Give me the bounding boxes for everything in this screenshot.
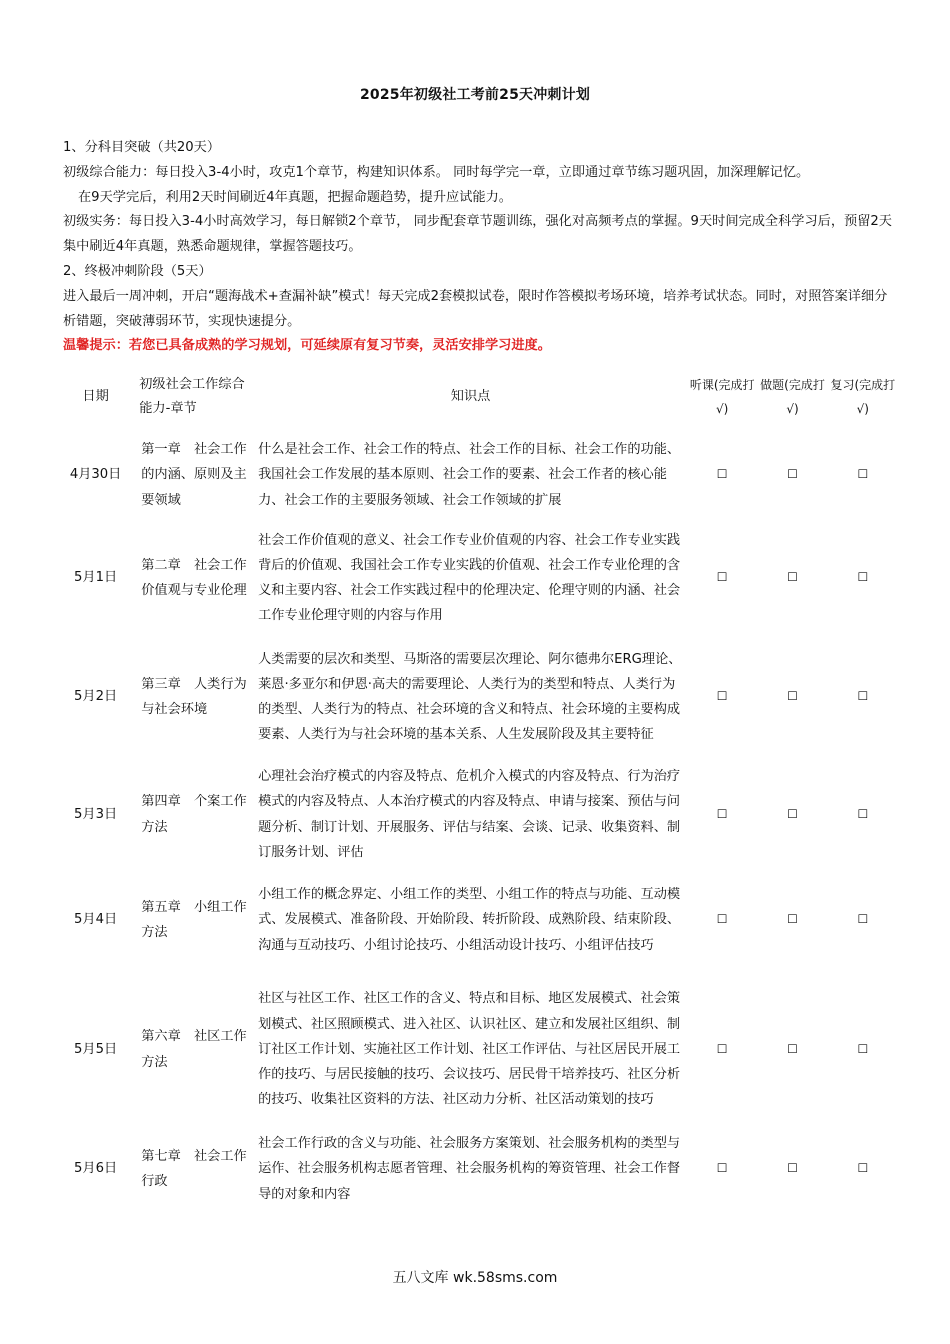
practice-checkbox[interactable]: ☐ bbox=[787, 912, 798, 927]
row-knowledge: 小组工作的概念界定、小组工作的类型、小组工作的特点与功能、互动模式、发展模式、准备阶段、开始阶段、转折阶段、成熟阶段、结束阶段、沟通与互动技巧、小组讨论技巧、小组活动设计技巧、小组评估技巧 bbox=[258, 887, 681, 953]
review-checkbox[interactable]: ☐ bbox=[857, 1041, 869, 1056]
header-lecture: 听课(完成打√) bbox=[689, 378, 755, 416]
review-checkbox[interactable]: ☐ bbox=[857, 467, 869, 482]
row-knowledge: 社区与社区工作、社区工作的含义、特点和目标、地区发展模式、社会策划模式、社区照顾模式、进入社区、认识社区、建立和发展社区组织、制订社区工作计划、实施社区工作计划、社区工作评估、与社区居民开展工作的技巧、与居民接触的技巧、会议技巧、居民骨干培养技巧、社区分析的技巧、收集社区资料的方法、社区动力分析、社区活动策划的技巧 bbox=[258, 991, 681, 1108]
section1-heading: 1、分科目突破（共20天） bbox=[63, 140, 221, 155]
intro-para-comprehensive: 初级综合能力：每日投入3-4小时，攻克1个章节，构建知识体系。 同时每学完一章，立即通过章节练习题巩固，加深理解记忆。 bbox=[63, 164, 810, 180]
row-knowledge: 心理社会治疗模式的内容及特点、危机介入模式的内容及特点、行为治疗模式的内容及特点、人本治疗模式的内容及特点、申请与接案、预估与问题分析、制订计划、开展服务、评估与结案、会谈、记录、收集资料、制订服务计划、评估 bbox=[258, 769, 681, 860]
intro-para-sprint: 进入最后一周冲刺，开启“题海战术+查漏补缺”模式！每天完成2套模拟试卷，限时作答模拟考场环境，培养考试状态。同时，对照答案详细分析错题，突破薄弱环节，实现快速提分。 bbox=[63, 288, 888, 329]
table-header-row bbox=[56, 367, 898, 427]
table-row bbox=[56, 633, 898, 761]
review-checkbox[interactable]: ☐ bbox=[857, 912, 869, 927]
table-row bbox=[56, 1127, 898, 1211]
intro-section bbox=[63, 136, 893, 359]
row-chapter: 第三章 人类行为与社会环境 bbox=[141, 676, 247, 717]
review-checkbox[interactable]: ☐ bbox=[857, 806, 869, 821]
row-chapter: 第七章 社会工作行政 bbox=[141, 1148, 247, 1189]
row-chapter: 第一章 社会工作的内涵、原则及主要领域 bbox=[141, 442, 247, 508]
row-knowledge: 社会工作价值观的意义、社会工作专业价值观的内容、社会工作专业实践背后的价值观、我国社会工作专业实践的价值观、社会工作专业伦理的含义和主要内容、社会工作实践过程中的伦理决定、伦理守则的内涵、社会工作专业伦理守则的内容与作用 bbox=[258, 532, 681, 624]
study-plan-table bbox=[56, 367, 898, 1211]
header-date: 日期 bbox=[82, 389, 109, 404]
practice-checkbox[interactable]: ☐ bbox=[787, 689, 798, 704]
lecture-checkbox[interactable]: ☐ bbox=[716, 467, 728, 482]
warm-tip: 温馨提示：若您已具备成熟的学习规划，可延续原有复习节奏，灵活安排学习进度。 bbox=[63, 338, 551, 354]
row-date: 5月3日 bbox=[74, 806, 118, 822]
page-title: 2025年初级社工考前25天冲刺计划 bbox=[359, 87, 591, 103]
row-date: 4月30日 bbox=[69, 467, 122, 483]
row-date: 5月4日 bbox=[74, 912, 118, 928]
practice-checkbox[interactable]: ☐ bbox=[787, 570, 798, 585]
row-date: 5月2日 bbox=[74, 689, 118, 705]
lecture-checkbox[interactable]: ☐ bbox=[716, 570, 728, 585]
header-knowledge: 知识点 bbox=[450, 389, 491, 404]
table-row bbox=[56, 761, 898, 868]
practice-checkbox[interactable]: ☐ bbox=[787, 467, 798, 482]
row-date: 5月1日 bbox=[74, 570, 118, 586]
footer-watermark-text: 五八文库 wk.58sms.com bbox=[392, 1270, 558, 1286]
section2-heading: 2、终极冲刺阶段（5天） bbox=[63, 263, 212, 279]
table-row bbox=[56, 427, 898, 523]
row-date: 5月5日 bbox=[74, 1041, 118, 1057]
intro-para-comprehensive-cont: 在9天学完后，利用2天时间刷近4年真题，把握命题趋势，提升应试能力。 bbox=[78, 189, 512, 205]
row-knowledge: 人类需要的层次和类型、马斯洛的需要层次理论、阿尔德弗尔ERG理论、莱恩·多亚尔和伊恩·高夫的需要理论、人类行为的类型和特点、人类行为的类型、人类行为的特点、社会环境的含义和特点、社会环境的主要构成要素、人类行为与社会环境的基本关系、人生发展阶段及其主要特征 bbox=[258, 651, 682, 743]
practice-checkbox[interactable]: ☐ bbox=[787, 1041, 798, 1056]
practice-checkbox[interactable]: ☐ bbox=[787, 806, 798, 821]
lecture-checkbox[interactable]: ☐ bbox=[716, 1041, 728, 1056]
row-chapter: 第二章 社会工作价值观与专业伦理 bbox=[141, 557, 247, 598]
lecture-checkbox[interactable]: ☐ bbox=[716, 1161, 728, 1176]
review-checkbox[interactable]: ☐ bbox=[857, 689, 869, 704]
row-chapter: 第四章 个案工作方法 bbox=[141, 794, 247, 835]
row-knowledge: 什么是社会工作、社会工作的特点、社会工作的目标、社会工作的功能、我国社会工作发展的基本原则、社会工作的要素、社会工作者的核心能力、社会工作的主要服务领域、社会工作领域的扩展 bbox=[258, 442, 681, 508]
row-chapter: 第六章 社区工作方法 bbox=[141, 1029, 247, 1070]
lecture-checkbox[interactable]: ☐ bbox=[716, 912, 728, 927]
row-chapter: 第五章 小组工作方法 bbox=[141, 899, 247, 940]
table-row bbox=[56, 972, 898, 1127]
practice-checkbox[interactable]: ☐ bbox=[787, 1161, 798, 1176]
intro-para-practice: 初级实务：每日投入3-4小时高效学习，每日解锁2个章节， 同步配套章节题训练，强化对高频考点的掌握。9天时间完成全科学习后，预留2天集中刷近4年真题，熟悉命题规律，掌握答题技巧。 bbox=[63, 214, 892, 255]
header-chapter: 初级社会工作综合能力-章节 bbox=[139, 377, 245, 416]
header-practice: 做题(完成打√) bbox=[760, 378, 825, 416]
row-date: 5月6日 bbox=[74, 1161, 118, 1177]
lecture-checkbox[interactable]: ☐ bbox=[716, 689, 728, 704]
table-row bbox=[56, 523, 898, 633]
header-review: 复习(完成打√) bbox=[830, 378, 896, 416]
lecture-checkbox[interactable]: ☐ bbox=[716, 806, 728, 821]
table-row bbox=[56, 868, 898, 972]
row-knowledge: 社会工作行政的含义与功能、社会服务方案策划、社会服务机构的类型与运作、社会服务机构志愿者管理、社会服务机构的筹资管理、社会工作督导的对象和内容 bbox=[258, 1136, 681, 1202]
review-checkbox[interactable]: ☐ bbox=[857, 570, 869, 585]
review-checkbox[interactable]: ☐ bbox=[857, 1161, 869, 1176]
